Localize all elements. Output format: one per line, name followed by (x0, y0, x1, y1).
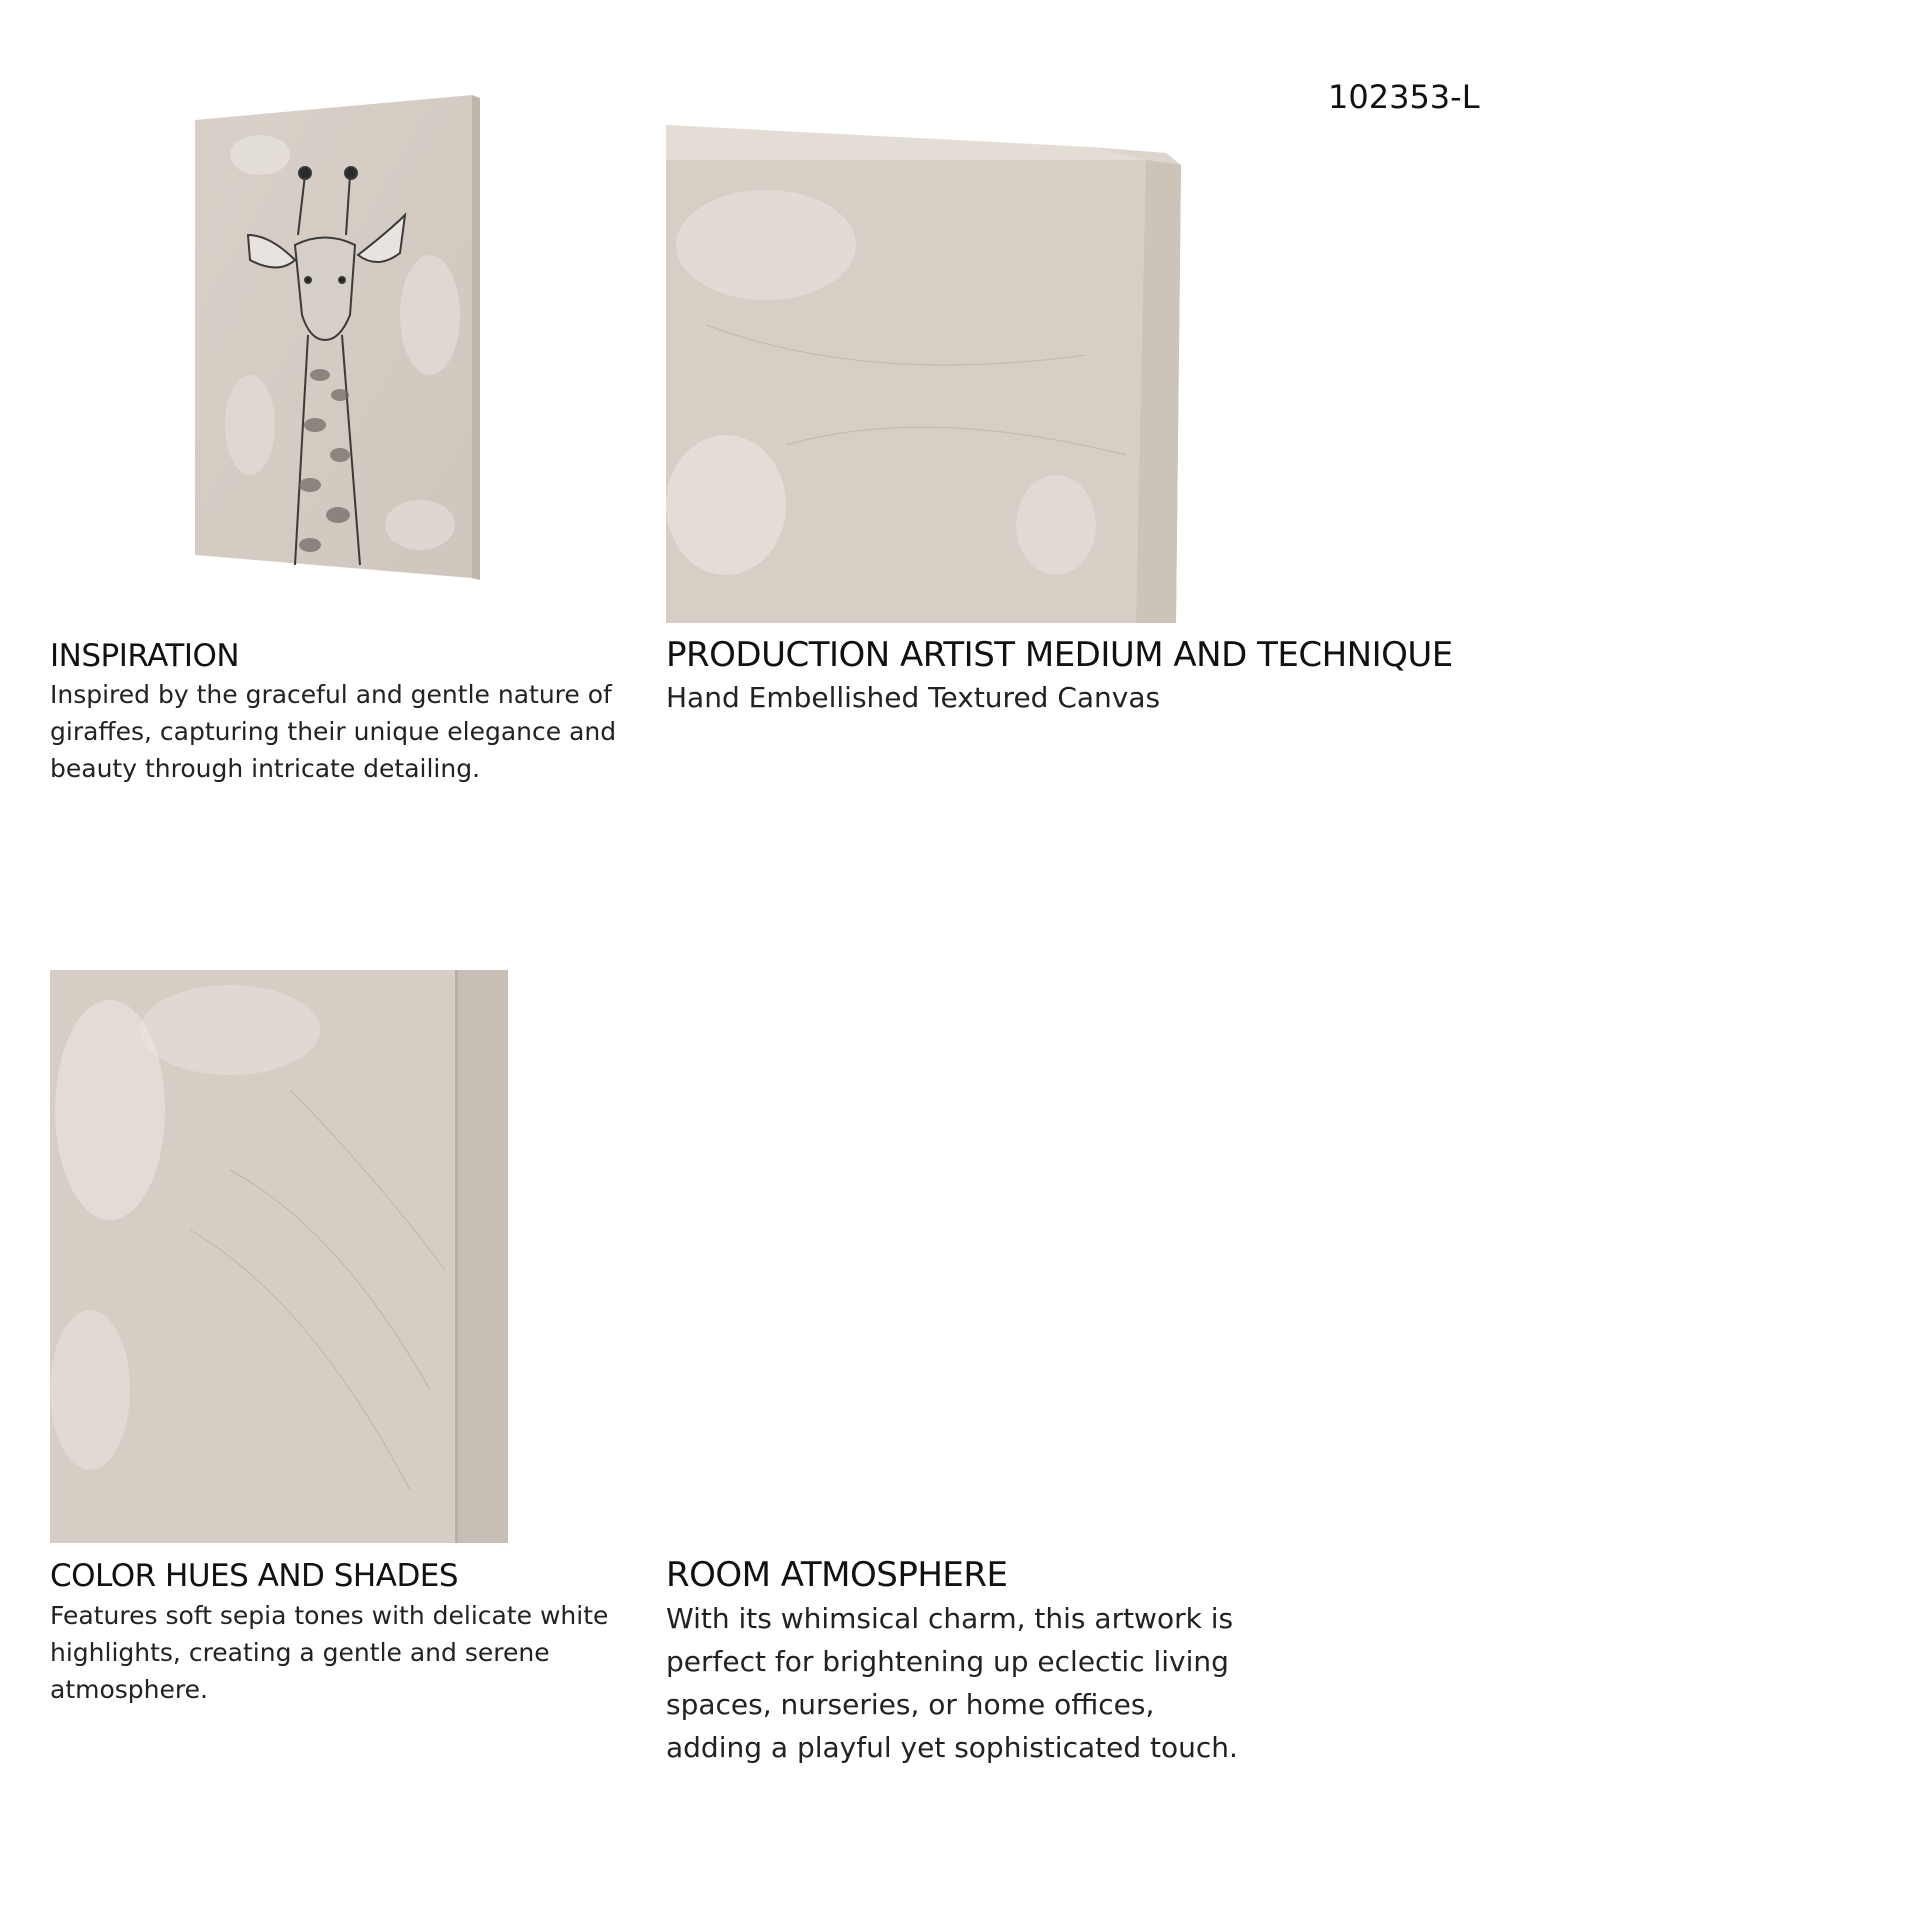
giraffe-canvas-image (190, 95, 485, 580)
sku-label: 102353-L (1328, 78, 1480, 116)
inspiration-text: Inspired by the graceful and gentle nature of giraffes, capturing their unique elegance and beauty through intricate detailing. (50, 680, 617, 783)
color-heading: COLOR HUES AND SHADES (50, 1558, 459, 1594)
inspiration-heading: INSPIRATION (50, 638, 240, 674)
room-text: With its whimsical charm, this artwork is perfect for brightening up eclectic living spaces, nurseries, or home offices, adding a playful yet sophisticated touch. (666, 1602, 1238, 1764)
canvas-edge-image (50, 970, 508, 1543)
color-text: Features soft sepia tones with delicate white highlights, creating a gentle and serene atmosphere. (50, 1601, 609, 1704)
medium-heading: PRODUCTION ARTIST MEDIUM AND TECHNIQUE (666, 635, 1453, 675)
medium-text: Hand Embellished Textured Canvas (666, 681, 1161, 714)
room-heading: ROOM ATMOSPHERE (666, 1555, 1008, 1595)
canvas-corner-image (666, 125, 1186, 623)
